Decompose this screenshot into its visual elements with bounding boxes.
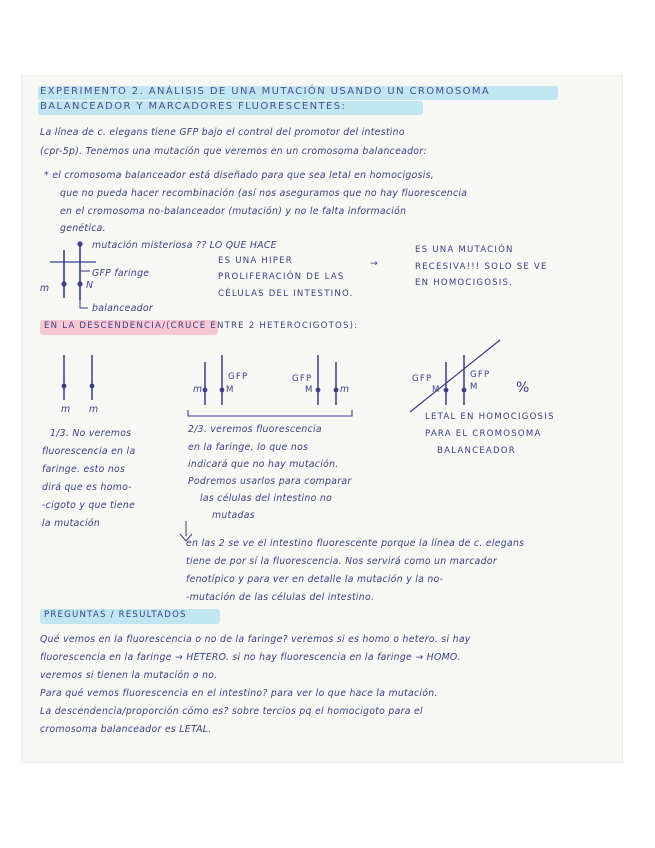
arrow: → (370, 258, 379, 269)
cross-gfp-2: GFP (292, 374, 313, 384)
title-line-1: EXPERIMENTO 2. ANÁLISIS DE UNA MUTACIÓN USANDO UN CROMOSOMA (40, 86, 491, 97)
question-line-4: Para qué vemos fluorescencia en el intestino? para ver lo que hace la mutación. (40, 688, 438, 699)
twothird-line-1: 2/3. veremos fluorescencia (188, 424, 322, 435)
mutation-label: mutación misteriosa ?? LO QUE HACE (92, 240, 277, 251)
intro-line-2: (cpr-5p). Tenemos una mutación que veremos en un cromosoma balanceador: (40, 146, 427, 157)
question-line-6: cromosoma balanceador es LETAL. (40, 724, 212, 735)
cross-gfp-4: GFP (470, 370, 491, 380)
title-line-2: BALANCEADOR Y MARCADORES FLUORESCENTES: (40, 101, 347, 112)
recessive-line-1: ES UNA MUTACIÓN (415, 245, 514, 255)
cross-m-2: m (89, 404, 99, 415)
cross-gfp-1: GFP (228, 372, 249, 382)
third-line-6: la mutación (42, 518, 101, 529)
cross-m-1: m (61, 404, 71, 415)
twothird-line-5: las células del intestino no (200, 493, 333, 504)
twothird-line-6: mutadas (212, 510, 255, 521)
para-line-2: tiene de por sí la fluorescencia. Nos servirá como un marcador (186, 556, 497, 567)
question-line-1: Qué vemos en la fluorescencia o no de la faringe? veremos si es homo o hetero. si hay (40, 634, 471, 645)
third-line-5: -cigoto y que tiene (42, 500, 136, 511)
question-line-5: La descendencia/proporción cómo es? sobre tercios pq el homocigoto para el (40, 706, 423, 717)
third-line-3: faringe. esto nos (42, 464, 126, 475)
twothird-line-4: Podremos usarlos para comparar (188, 476, 352, 487)
cross-m-4: m (340, 384, 350, 395)
question-line-2: fluorescencia en la faringe → HETERO. si no hay fluorescencia en la faringe → HOMO. (40, 652, 461, 663)
letal-line-2: PARA EL CROMOSOMA (425, 429, 542, 439)
cross-m-3: m (193, 384, 203, 395)
bullet-line-1: * el cromosoma balanceador está diseñado para que sea letal en homocigosis, (44, 170, 435, 181)
bullet-line-2: que no pueda hacer recombinación (así nos aseguramos que no hay fluorescencia (60, 188, 468, 199)
cross-M-2: M (305, 385, 314, 395)
cross-M-4: M (470, 382, 479, 392)
balanceador-label: balanceador (92, 303, 154, 314)
para-line-4: -mutación de las células del intestino. (186, 592, 375, 603)
letal-line-3: BALANCEADOR (437, 446, 516, 456)
gfp-label: GFP faringe (92, 268, 150, 279)
third-line-4: dirá que es homo- (42, 482, 132, 493)
effect-line-2: PROLIFERACIÓN DE LAS (218, 272, 345, 282)
question-line-3: veremos si tienen la mutación o no. (40, 670, 218, 681)
preguntas-heading: PREGUNTAS / RESULTADOS (44, 610, 187, 620)
recessive-line-2: RECESIVA!!! SOLO SE VE (415, 262, 548, 272)
para-line-3: fenotípico y para ver en detalle la mutación y la no- (186, 574, 444, 585)
recessive-line-3: EN HOMOCIGOSIS. (415, 278, 514, 288)
third-line-2: fluorescencia en la (42, 446, 136, 457)
twothird-line-3: indicará que no hay mutación. (188, 459, 339, 470)
third-line-1: 1/3. No veremos (50, 428, 132, 439)
cross-gfp-3: GFP (412, 374, 433, 384)
bullet-line-4: genética. (60, 223, 106, 234)
para-line-1: en las 2 se ve el intestino fluorescente porque la línea de c. elegans (186, 538, 525, 549)
cross-M-1: M (226, 385, 235, 395)
descendencia-heading: EN LA DESCENDENCIA/(CRUCE ENTRE 2 HETEROCIGOTOS): (44, 321, 359, 331)
percent-symbol: % (516, 380, 530, 396)
letal-line-1: LETAL EN HOMOCIGOSIS (425, 412, 555, 422)
effect-line-1: ES UNA HIPER (218, 256, 293, 266)
bullet-line-3: en el cromosoma no-balanceador (mutación) y no le falta información (60, 206, 407, 217)
effect-line-3: CÉLULAS DEL INTESTINO. (218, 289, 354, 299)
intro-line-1: La línea de c. elegans tiene GFP bajo el control del promotor del intestino (40, 127, 405, 138)
n-label: N (86, 280, 94, 291)
m-label: m (40, 283, 50, 294)
twothird-line-2: en la faringe, lo que nos (188, 442, 309, 453)
cross-M-3: M (432, 385, 441, 395)
